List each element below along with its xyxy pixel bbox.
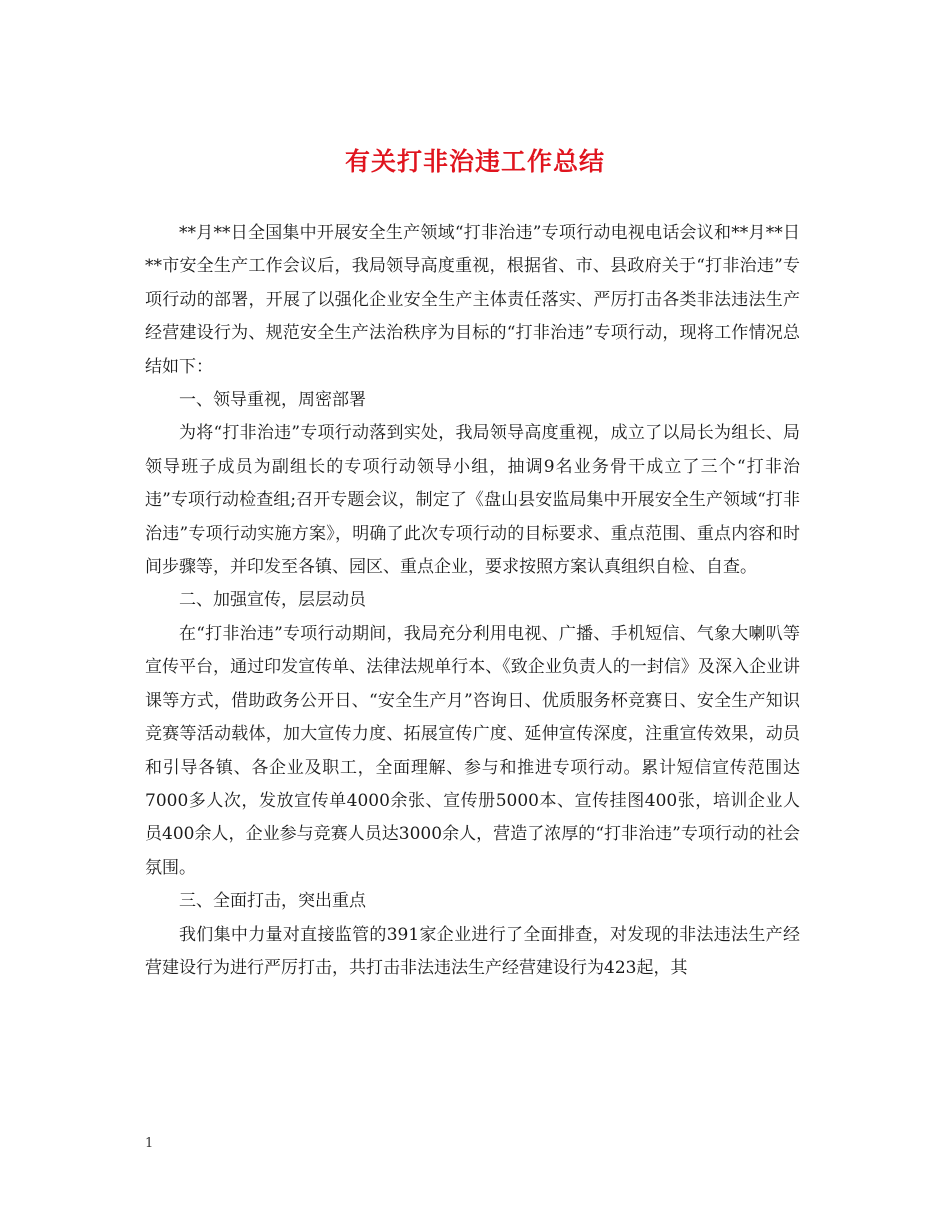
section-heading-1: 一、领导重视，周密部署 [179,390,366,411]
intro-paragraph: **月**日全国集中开展安全生产领域“打非治违”专项行动电视电话会议和**月**日**市安全生产工作会议后，我局领导高度重视，根据省、市、县政府关于“打非治违”专项行动的部署，开展了以强化企业安全生产主体责任落实、严厉打击各类非法违法生产经营建设行为、规范安全生产法治秩序为目标的“打非治违”专项行动，现将工作情况总结如下： [145,223,800,377]
page-number: 1 [145,1136,154,1151]
document-title: 有关打非治违工作总结 [344,147,605,176]
section-heading-2: 二、加强宣传，层层动员 [179,590,366,611]
section-body-2: 在“打非治违”专项行动期间，我局充分利用电视、广播、手机短信、气象大喇叭等宣传平台，通过印发宣传单、法律法规单行本、《致企业负责人的一封信》及深入企业讲课等方式，借助政务公开日、“安全生产月”咨询日、优质服务杯竞赛日、安全生产知识竞赛等活动载体，加大宣传力度、拓展宣传广度、延伸宣传深度，注重宣传效果，动员和引导各镇、各企业及职工，全面理解、参与和推进专项行动。累计短信宣传范围达7000多人次，发放宣传单4000余张、宣传册5000本、宣传挂图400张，培训企业人员400余人，企业参与竞赛人员达3000余人，营造了浓厚的“打非治违”专项行动的社会氛围。 [145,623,800,878]
section-body-1: 为将“打非治违”专项行动落到实处，我局领导高度重视，成立了以局长为组长、局领导班子成员为副组长的专项行动领导小组，抽调9名业务骨干成立了三个“打非治违”专项行动检查组;召开专题会议，制定了《盘山县安监局集中开展安全生产领域“打非治违”专项行动实施方案》，明确了此次专项行动的目标要求、重点范围、重点内容和时间步骤等，并印发至各镇、园区、重点企业，要求按照方案认真组织自检、自查。 [145,423,800,578]
section-heading-3: 三、全面打击，突出重点 [179,891,366,912]
document-body [145,217,800,985]
section-body-3: 我们集中力量对直接监管的391家企业进行了全面排查，对发现的非法违法生产经营建设行为进行严厉打击，共打击非法违法生产经营建设行为423起，其 [145,924,800,978]
